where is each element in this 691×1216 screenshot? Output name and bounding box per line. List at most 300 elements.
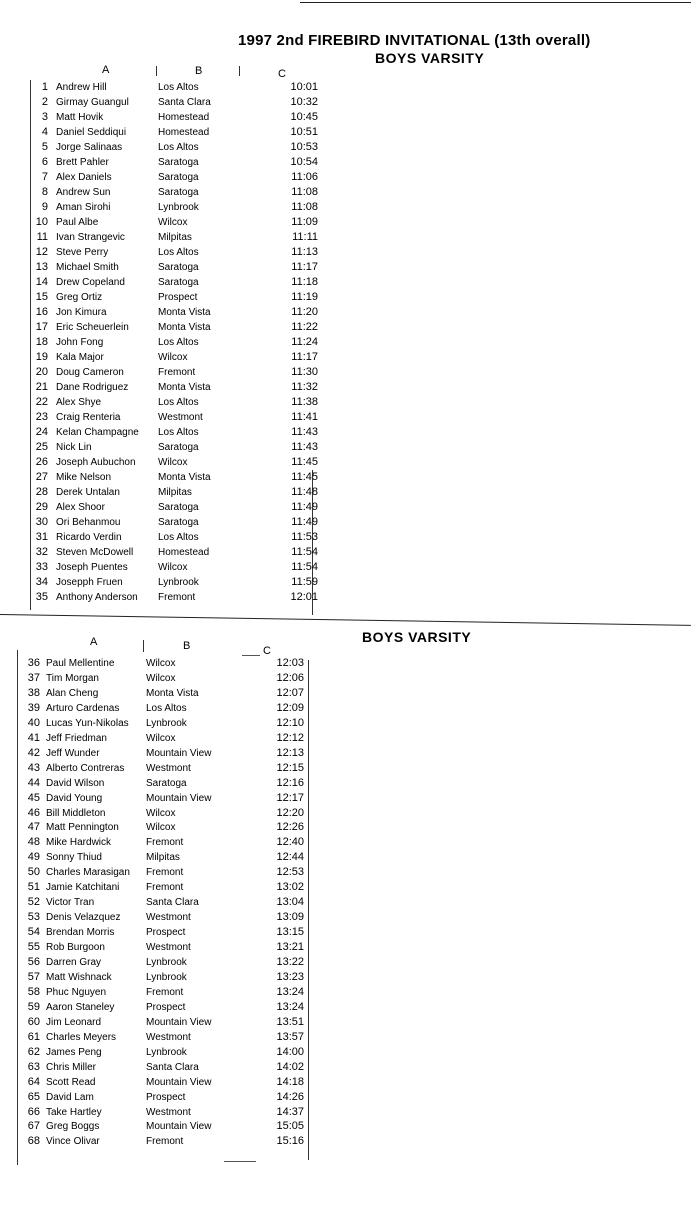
- place-number: 37: [27, 671, 40, 684]
- runner-name: Eric Scheuerlein: [56, 322, 129, 333]
- finish-time: 12:13: [276, 746, 304, 759]
- runner-name: Jeff Friedman: [46, 732, 107, 744]
- result-row: [0, 1045, 691, 1060]
- school-name: Westmont: [146, 1106, 191, 1118]
- place-number: 50: [27, 866, 40, 879]
- place-number: 21: [35, 381, 48, 393]
- runner-name: Take Hartley: [46, 1106, 102, 1118]
- finish-time: 11:53: [291, 531, 318, 543]
- finish-time: 11:08: [291, 201, 318, 213]
- runner-name: Josepph Fruen: [56, 577, 123, 588]
- place-number: 1: [41, 81, 48, 93]
- finish-time: 11:08: [291, 186, 318, 198]
- finish-time: 13:23: [276, 970, 304, 983]
- runner-name: Mike Hardwick: [46, 837, 112, 849]
- finish-time: 12:16: [276, 776, 304, 789]
- place-number: 23: [35, 411, 48, 423]
- place-number: 62: [27, 1045, 40, 1058]
- place-number: 15: [35, 291, 48, 303]
- finish-time: 12:09: [276, 701, 304, 714]
- place-number: 22: [35, 396, 48, 408]
- finish-time: 11:20: [291, 306, 318, 318]
- finish-time: 13:57: [276, 1030, 304, 1043]
- school-name: Milpitas: [158, 232, 192, 243]
- result-row: [0, 731, 691, 746]
- school-name: Santa Clara: [146, 1061, 199, 1073]
- result-row: [0, 850, 691, 865]
- place-number: 36: [27, 657, 40, 669]
- finish-time: 12:20: [276, 806, 304, 819]
- school-name: Saratoga: [158, 517, 199, 528]
- school-name: Mountain View: [146, 1016, 212, 1028]
- school-name: Wilcox: [158, 457, 188, 468]
- school-name: Wilcox: [146, 822, 176, 834]
- school-name: Fremont: [158, 592, 196, 603]
- finish-time: 14:37: [276, 1105, 304, 1118]
- runner-name: Alberto Contreras: [46, 762, 125, 774]
- school-name: Mountain View: [146, 1076, 212, 1088]
- school-name: Mountain View: [146, 747, 212, 759]
- place-number: 20: [35, 366, 48, 378]
- result-row: [0, 1134, 691, 1149]
- place-number: 63: [27, 1060, 40, 1073]
- runner-name: Chris Miller: [46, 1061, 96, 1073]
- place-number: 66: [27, 1105, 40, 1118]
- place-number: 28: [35, 486, 48, 498]
- runner-name: Paul Albe: [56, 217, 99, 228]
- finish-time: 11:49: [291, 516, 318, 528]
- school-name: Wilcox: [146, 732, 176, 744]
- finish-time: 11:19: [291, 291, 318, 303]
- runner-name: Girmay Guangul: [56, 97, 129, 108]
- runner-name: Alex Daniels: [56, 172, 112, 183]
- result-row: [0, 791, 691, 806]
- runner-name: Joseph Puentes: [56, 562, 128, 573]
- school-name: Saratoga: [158, 262, 199, 273]
- school-name: Prospect: [158, 292, 198, 303]
- finish-time: 12:53: [276, 866, 304, 879]
- runner-name: Mike Nelson: [56, 472, 112, 483]
- runner-name: James Peng: [46, 1046, 102, 1058]
- runner-name: Jorge Salinaas: [56, 142, 123, 153]
- runner-name: Ricardo Verdin: [56, 532, 122, 543]
- place-number: 7: [41, 171, 48, 183]
- place-number: 60: [27, 1015, 40, 1028]
- school-name: Monta Vista: [158, 472, 211, 483]
- column-c-header: C: [263, 645, 271, 657]
- school-name: Los Altos: [158, 397, 199, 408]
- place-number: 34: [35, 576, 48, 588]
- runner-name: David Young: [46, 792, 103, 804]
- finish-time: 12:03: [276, 657, 304, 669]
- finish-time: 11:32: [291, 381, 318, 393]
- finish-time: 10:32: [290, 96, 318, 108]
- runner-name: Charles Marasigan: [46, 867, 130, 879]
- finish-time: 11:11: [292, 231, 318, 243]
- school-name: Los Altos: [158, 142, 199, 153]
- finish-time: 11:09: [291, 216, 318, 228]
- result-row: [0, 1090, 691, 1105]
- place-number: 5: [41, 141, 48, 153]
- runner-name: Matt Hovik: [56, 112, 104, 123]
- school-name: Lynbrook: [146, 957, 187, 968]
- finish-time: 10:51: [290, 126, 318, 138]
- finish-time: 14:02: [276, 1060, 304, 1073]
- finish-time: 11:43: [291, 441, 318, 453]
- place-number: 67: [27, 1120, 40, 1133]
- place-number: 9: [41, 201, 48, 213]
- runner-name: Andrew Sun: [56, 187, 111, 198]
- place-number: 46: [27, 806, 40, 819]
- finish-time: 13:04: [276, 896, 304, 909]
- school-name: Homestead: [158, 547, 210, 558]
- place-number: 40: [27, 716, 40, 729]
- school-name: Mountain View: [146, 1121, 212, 1133]
- finish-time: 13:02: [276, 881, 304, 894]
- school-name: Prospect: [146, 1091, 186, 1103]
- place-number: 26: [35, 456, 48, 468]
- runner-name: Vince Olivar: [46, 1136, 100, 1148]
- school-name: Wilcox: [146, 658, 176, 669]
- school-name: Mountain View: [146, 792, 212, 804]
- place-number: 45: [27, 791, 40, 804]
- result-row: [0, 925, 691, 940]
- place-number: 56: [27, 956, 40, 968]
- finish-time: 12:06: [276, 671, 304, 684]
- result-row: [0, 1015, 691, 1030]
- column-c-header: C: [278, 68, 286, 80]
- section-subtitle: BOYS VARSITY: [362, 629, 472, 645]
- place-number: 59: [27, 1000, 40, 1013]
- runner-name: Arturo Cardenas: [46, 702, 120, 714]
- place-number: 25: [35, 441, 48, 453]
- place-number: 65: [27, 1090, 40, 1103]
- school-name: Homestead: [158, 112, 210, 123]
- result-row: [0, 686, 691, 701]
- result-row: [0, 716, 691, 731]
- runner-name: Derek Untalan: [56, 487, 120, 498]
- place-number: 24: [35, 426, 48, 438]
- school-name: Lynbrook: [158, 202, 199, 213]
- runner-name: Daniel Seddiqui: [56, 127, 127, 138]
- finish-time: 11:41: [291, 411, 318, 423]
- runner-name: David Lam: [46, 1091, 94, 1103]
- finish-time: 11:43: [291, 426, 318, 438]
- result-row: [0, 746, 691, 761]
- runner-name: Drew Copeland: [56, 277, 125, 288]
- school-name: Fremont: [146, 986, 184, 998]
- school-name: Wilcox: [146, 672, 176, 684]
- runner-name: Alex Shye: [56, 397, 102, 408]
- finish-time: 11:49: [291, 501, 318, 513]
- column-divider: [143, 640, 144, 652]
- finish-time: 14:18: [276, 1075, 304, 1088]
- result-row: [0, 985, 691, 1000]
- place-number: 64: [27, 1075, 40, 1088]
- place-number: 32: [35, 546, 48, 558]
- runner-name: Brett Pahler: [56, 157, 109, 168]
- result-row: [0, 1105, 691, 1120]
- school-name: Saratoga: [146, 777, 187, 789]
- place-number: 42: [27, 746, 40, 759]
- result-row: [0, 1075, 691, 1090]
- finish-time: 13:15: [276, 926, 304, 939]
- place-number: 27: [35, 471, 48, 483]
- place-number: 55: [27, 941, 40, 954]
- school-name: Prospect: [146, 1001, 186, 1013]
- result-row: [0, 1119, 691, 1134]
- finish-time: 12:15: [276, 761, 304, 774]
- school-name: Milpitas: [158, 487, 192, 498]
- place-number: 41: [27, 731, 40, 744]
- finish-time: 11:48: [291, 486, 318, 498]
- runner-name: Victor Tran: [46, 897, 95, 909]
- school-name: Los Altos: [146, 702, 187, 714]
- result-row: [0, 865, 691, 880]
- runner-name: Doug Cameron: [56, 367, 124, 378]
- finish-time: 11:38: [291, 396, 318, 408]
- runner-name: Craig Renteria: [56, 412, 121, 423]
- finish-time: 11:24: [291, 336, 318, 348]
- column-a-header: A: [90, 636, 98, 648]
- column-tick: [224, 1161, 256, 1162]
- place-number: 13: [35, 261, 48, 273]
- result-row: [0, 671, 691, 686]
- runner-name: Bill Middleton: [46, 807, 106, 819]
- runner-name: Alan Cheng: [46, 687, 99, 699]
- school-name: Saratoga: [158, 277, 199, 288]
- place-number: 18: [35, 336, 48, 348]
- school-name: Homestead: [158, 127, 210, 138]
- result-row: [0, 940, 691, 955]
- finish-time: 11:17: [291, 351, 318, 363]
- runner-name: Matt Pennington: [46, 822, 119, 834]
- place-number: 4: [41, 126, 48, 138]
- finish-time: 11:17: [291, 261, 318, 273]
- place-number: 16: [35, 306, 48, 318]
- school-name: Wilcox: [158, 352, 188, 363]
- column-b-header: B: [183, 640, 191, 652]
- runner-name: Matt Wishnack: [46, 971, 112, 983]
- place-number: 68: [27, 1135, 40, 1148]
- result-row: [0, 776, 691, 791]
- school-name: Fremont: [146, 882, 184, 894]
- runner-name: Nick Lin: [56, 442, 92, 453]
- place-number: 54: [27, 926, 40, 939]
- runner-name: Michael Smith: [56, 262, 119, 273]
- finish-time: 10:53: [290, 141, 318, 153]
- place-number: 43: [27, 761, 40, 774]
- school-name: Westmont: [146, 912, 191, 924]
- finish-time: 11:30: [291, 366, 318, 378]
- finish-time: 11:54: [291, 546, 318, 558]
- school-name: Lynbrook: [146, 971, 187, 983]
- school-name: Santa Clara: [146, 897, 199, 909]
- place-number: 44: [27, 776, 40, 789]
- school-name: Monta Vista: [158, 382, 211, 393]
- school-name: Milpitas: [146, 852, 180, 864]
- finish-time: 13:24: [276, 1000, 304, 1013]
- place-number: 33: [35, 561, 48, 573]
- finish-time: 14:26: [276, 1090, 304, 1103]
- place-number: 6: [41, 156, 48, 168]
- runner-name: David Wilson: [46, 777, 105, 789]
- school-name: Lynbrook: [146, 717, 187, 729]
- place-number: 11: [36, 231, 48, 243]
- runner-name: Dane Rodriguez: [56, 382, 129, 393]
- runner-name: Aman Sirohi: [56, 202, 111, 213]
- school-name: Wilcox: [158, 217, 188, 228]
- finish-time: 12:40: [276, 836, 304, 849]
- result-row: [0, 806, 691, 821]
- school-name: Los Altos: [158, 82, 199, 93]
- finish-time: 12:17: [276, 791, 304, 804]
- column-b-header: B: [195, 65, 203, 77]
- finish-time: 13:51: [276, 1015, 304, 1028]
- finish-time: 15:16: [276, 1135, 304, 1148]
- finish-time: 11:54: [291, 561, 318, 573]
- school-name: Saratoga: [158, 442, 199, 453]
- finish-time: 13:22: [276, 956, 304, 968]
- result-row: [0, 1060, 691, 1075]
- runner-name: Greg Ortiz: [56, 292, 103, 303]
- school-name: Fremont: [146, 837, 184, 849]
- result-row: [0, 701, 691, 716]
- school-name: Fremont: [146, 1136, 184, 1148]
- place-number: 30: [35, 516, 48, 528]
- result-row: [0, 835, 691, 850]
- school-name: Monta Vista: [158, 322, 211, 333]
- school-name: Westmont: [158, 412, 203, 423]
- result-row: [0, 970, 691, 985]
- school-name: Monta Vista: [158, 307, 211, 318]
- place-number: 61: [27, 1030, 40, 1043]
- place-number: 53: [27, 911, 40, 924]
- runner-name: Steven McDowell: [56, 547, 134, 558]
- place-number: 39: [27, 701, 40, 714]
- runner-name: Phuc Nguyen: [46, 986, 107, 998]
- runner-name: John Fong: [56, 337, 104, 348]
- finish-time: 13:21: [276, 941, 304, 954]
- place-number: 47: [27, 821, 40, 834]
- result-row: [0, 910, 691, 925]
- document-subtitle: BOYS VARSITY: [375, 50, 485, 66]
- runner-name: Denis Velazquez: [46, 912, 121, 924]
- place-number: 49: [27, 851, 40, 864]
- place-number: 29: [35, 501, 48, 513]
- place-number: 10: [35, 216, 48, 228]
- finish-time: 11:45: [291, 456, 318, 468]
- school-name: Wilcox: [158, 562, 188, 573]
- finish-time: 12:26: [276, 821, 304, 834]
- runner-name: Paul Mellentine: [46, 658, 115, 669]
- finish-time: 12:44: [276, 851, 304, 864]
- finish-time: 12:07: [276, 686, 304, 699]
- finish-time: 13:09: [276, 911, 304, 924]
- runner-name: Ivan Strangevic: [56, 232, 125, 243]
- runner-name: Andrew Hill: [56, 82, 107, 93]
- school-name: Los Altos: [158, 337, 199, 348]
- result-row: [0, 761, 691, 776]
- school-name: Los Altos: [158, 532, 199, 543]
- result-row: [0, 1000, 691, 1015]
- place-number: 31: [35, 531, 48, 543]
- place-number: 8: [41, 186, 48, 198]
- runner-name: Jeff Wunder: [46, 747, 100, 759]
- finish-time: 11:59: [291, 576, 318, 588]
- runner-name: Aaron Staneley: [46, 1001, 115, 1013]
- place-number: 52: [27, 896, 40, 909]
- place-number: 51: [27, 881, 40, 894]
- school-name: Saratoga: [158, 157, 199, 168]
- school-name: Los Altos: [158, 247, 199, 258]
- runner-name: Jon Kimura: [56, 307, 107, 318]
- place-number: 2: [41, 96, 48, 108]
- finish-time: 13:24: [276, 985, 304, 998]
- finish-time: 11:18: [291, 276, 318, 288]
- school-name: Westmont: [146, 1031, 191, 1043]
- school-name: Monta Vista: [146, 687, 199, 699]
- result-row: [0, 880, 691, 895]
- runner-name: Jamie Katchitani: [46, 882, 120, 894]
- place-number: 57: [27, 970, 40, 983]
- place-number: 58: [27, 985, 40, 998]
- runner-name: Joseph Aubuchon: [56, 457, 136, 468]
- runner-name: Ori Behanmou: [56, 517, 121, 528]
- place-number: 12: [35, 246, 48, 258]
- school-name: Saratoga: [158, 187, 199, 198]
- result-row: [0, 820, 691, 835]
- school-name: Fremont: [146, 867, 184, 879]
- column-a-header: A: [102, 64, 110, 76]
- finish-time: 15:05: [276, 1120, 304, 1133]
- result-row: [0, 656, 691, 671]
- runner-name: Sonny Thiud: [46, 852, 102, 864]
- place-number: 14: [35, 276, 48, 288]
- school-name: Lynbrook: [146, 1046, 187, 1058]
- place-number: 17: [35, 321, 48, 333]
- school-name: Wilcox: [146, 807, 176, 819]
- finish-time: 11:06: [291, 171, 318, 183]
- runner-name: Alex Shoor: [56, 502, 105, 513]
- school-name: Lynbrook: [158, 577, 199, 588]
- runner-name: Jim Leonard: [46, 1016, 102, 1028]
- finish-time: 10:54: [290, 156, 318, 168]
- runner-name: Tim Morgan: [46, 672, 99, 684]
- school-name: Prospect: [146, 927, 186, 939]
- finish-time: 10:01: [290, 81, 318, 93]
- runner-name: Rob Burgoon: [46, 942, 105, 954]
- finish-time: 12:10: [276, 716, 304, 729]
- runner-name: Brendan Morris: [46, 927, 115, 939]
- runner-name: Anthony Anderson: [56, 592, 138, 603]
- finish-time: 11:45: [291, 471, 318, 483]
- finish-time: 11:22: [291, 321, 318, 333]
- finish-time: 14:00: [276, 1045, 304, 1058]
- place-number: 38: [27, 686, 40, 699]
- finish-time: 12:12: [276, 731, 304, 744]
- school-name: Fremont: [158, 367, 196, 378]
- school-name: Westmont: [146, 762, 191, 774]
- finish-time: 10:45: [290, 111, 318, 123]
- school-name: Santa Clara: [158, 97, 211, 108]
- school-name: Saratoga: [158, 502, 199, 513]
- school-name: Saratoga: [158, 172, 199, 183]
- document-title: 1997 2nd FIREBIRD INVITATIONAL (13th overall): [238, 32, 591, 49]
- runner-name: Darren Gray: [46, 957, 102, 968]
- place-number: 3: [41, 111, 48, 123]
- runner-name: Kelan Champagne: [56, 427, 139, 438]
